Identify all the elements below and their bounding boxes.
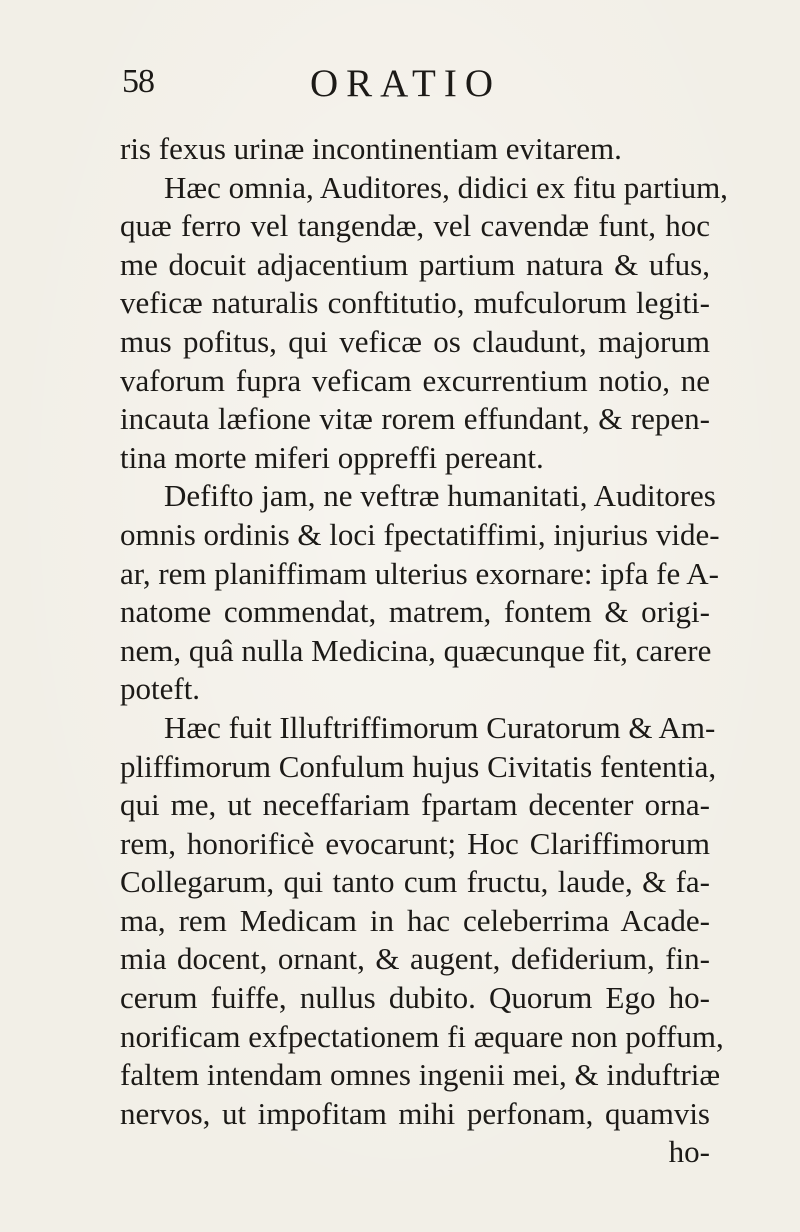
text-line: omnis ordinis & loci fpectatiffimi, injurius vide- [120,516,720,552]
text-line: quæ ferro vel tangendæ, vel cavendæ funt, hoc [120,208,710,244]
text-line: ma, rem Medicam in hac celeberrima Acade- [120,902,710,938]
text-line: Hæc fuit Illuftriffimorum Curatorum & Am- [164,709,716,745]
text-line: nervos, ut impofitam mihi perfonam, quamvis [120,1095,710,1131]
text-line: vaforum fupra veficam excurrentium notio, ne [120,362,710,398]
text-line: mia docent, ornant, & augent, defiderium, fin- [120,941,710,977]
text-line: Hæc omnia, Auditores, didici ex fitu partium, [164,169,728,205]
page-number: 58 [122,63,154,100]
text-line: Defifto jam, ne veftræ humanitati, Auditores [164,478,716,514]
text-line: ar, rem planiffimam ulterius exornare: ipfa fe A- [120,555,720,591]
text-line: rem, honorificè evocarunt; Hoc Clariffimorum [120,825,710,861]
text-line: tina morte miferi oppreffi pereant. [120,439,544,475]
text-line: faltem intendam omnes ingenii mei, & induftriæ [120,1057,721,1093]
text-line: poteft. [120,671,201,707]
catchword: ho- [668,1134,710,1170]
text-line: Collegarum, qui tanto cum fructu, laude, & fa- [120,864,710,900]
text-line: natome commendat, matrem, fontem & origi- [120,594,710,630]
text-line: me docuit adjacentium partium natura & ufus, [120,246,710,282]
text-line: ris fexus urinæ incontinentiam evitarem. [120,131,622,166]
text-line: qui me, ut neceffariam fpartam decenter orna- [120,787,710,823]
text-line: pliffimorum Confulum hujus Civitatis fententia, [120,748,717,784]
text-line: nem, quâ nulla Medicina, quæcunque fit, carere [120,632,712,668]
text-line: cerum fuiffe, nullus dubito. Quorum Ego ho- [120,980,710,1016]
text-line: incauta læfione vitæ rorem effundant, & repen- [120,401,710,437]
text-line: veficæ naturalis conftitutio, mufculorum legiti- [120,285,710,321]
text-line: mus pofitus, qui veficæ os claudunt, majorum [120,323,710,359]
running-head: ORATIO [310,62,501,105]
body-text [120,130,728,1172]
text-line: norificam exfpectationem fi æquare non poffum, [120,1018,724,1054]
